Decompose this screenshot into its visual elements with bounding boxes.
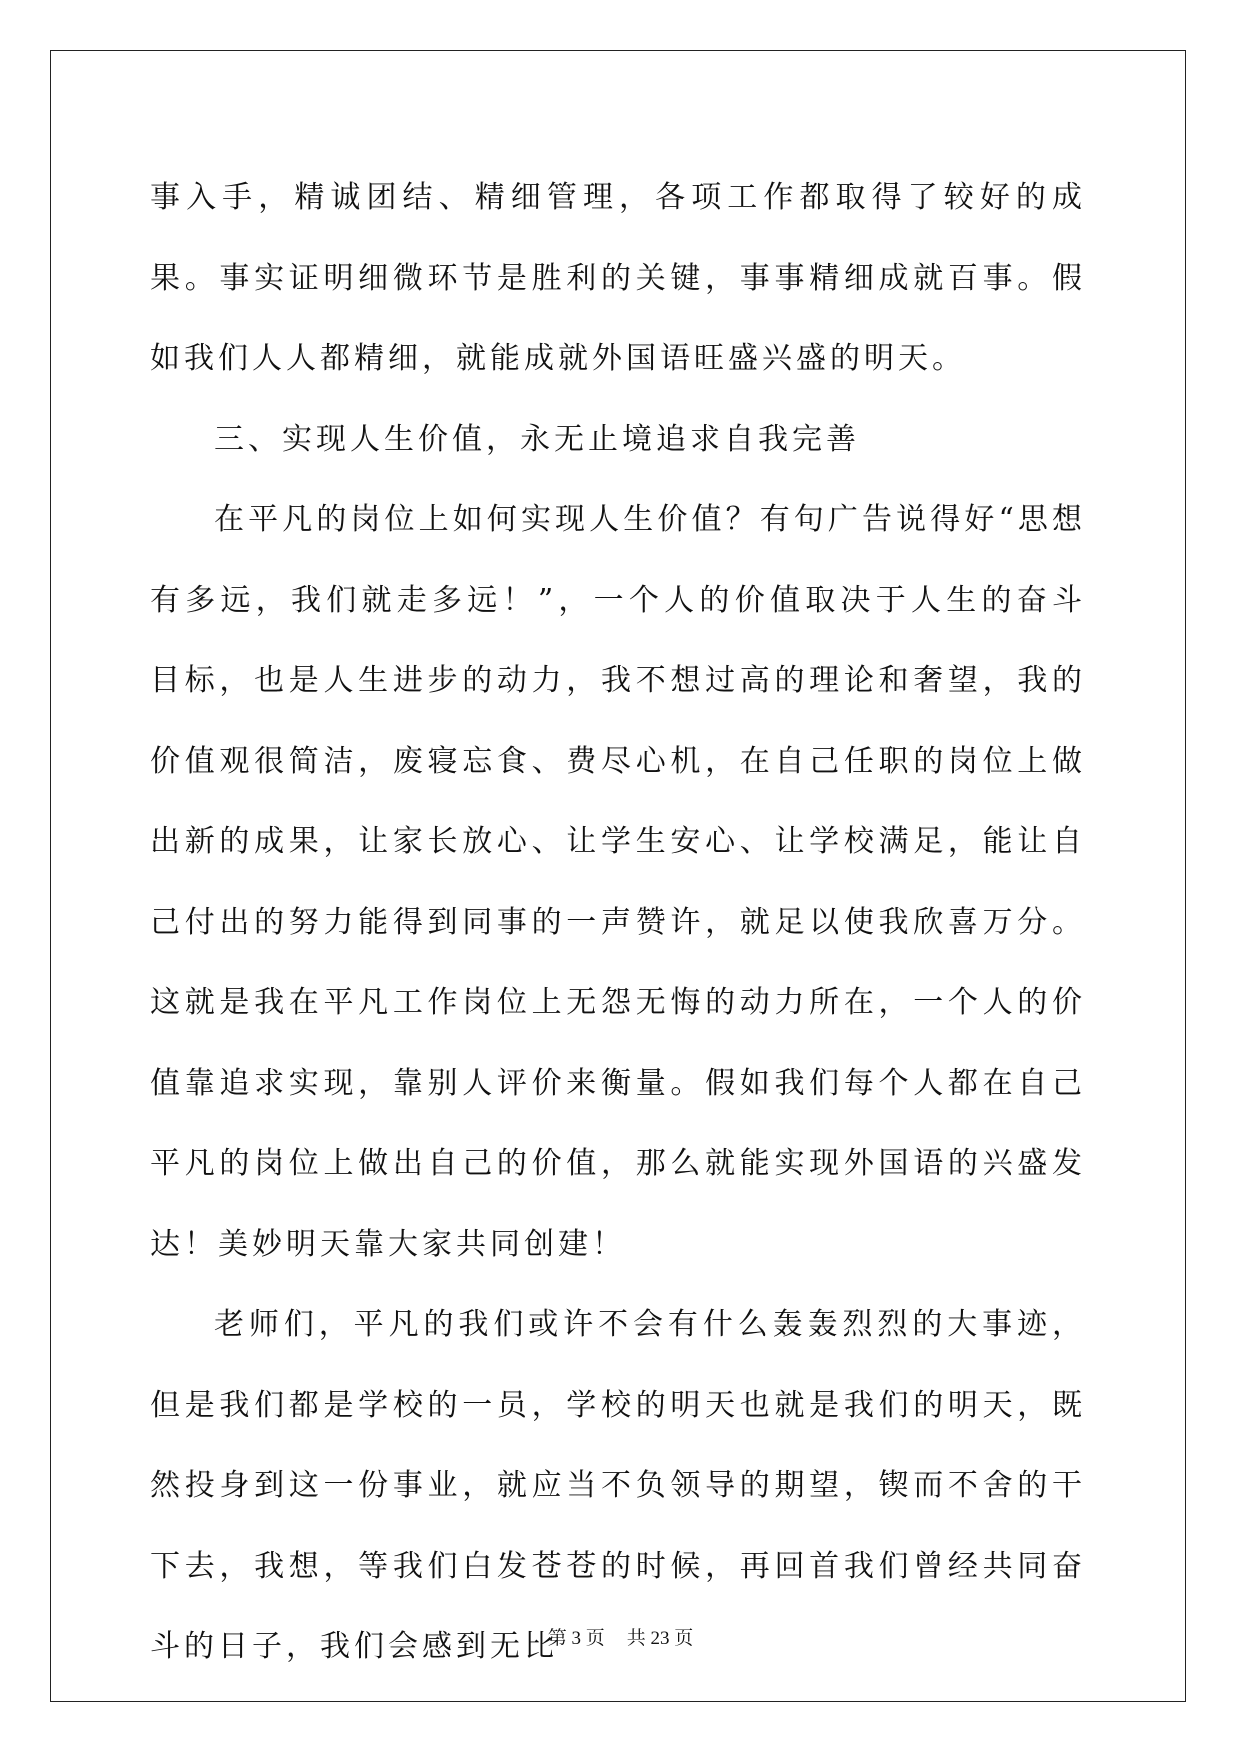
- page-number: 第 3 页: [547, 1628, 605, 1649]
- paragraph-1: 事入手，精诚团结、精细管理，各项工作都取得了较好的成果。事实证明细微环节是胜利的关键，事事精细成就百事。假如我们人人都精细，就能成就外国语旺盛兴盛的明天。: [150, 180, 1086, 376]
- page-footer: [0, 1627, 1241, 1651]
- paragraph-3: 老师们，平凡的我们或许不会有什么轰轰烈烈的大事迹，但是我们都是学校的一员，学校的明天也就是我们的明天，既然投身到这一份事业，就应当不负领导的期望，锲而不舍的干下去，我想，等我们白发苍苍的时候，再回首我们曾经共同奋斗的日子，我们会感到无比: [150, 1307, 1086, 1664]
- paragraph-2: 在平凡的岗位上如何实现人生价值？有句广告说得好“思想有多远，我们就走多远！”，一个人的价值取决于人生的奋斗目标，也是人生进步的动力，我不想过高的理论和奢望，我的价值观很简洁，废寝忘食、费尽心机，在自己任职的岗位上做出新的成果，让家长放心、让学生安心、让学校满足，能让自己付出的努力能得到同事的一声赞许，就足以使我欣喜万分。这就是我在平凡工作岗位上无怨无悔的动力所在，一个人的价值靠追求实现，靠别人评价来衡量。假如我们每个人都在自己平凡的岗位上做出自己的价值，那么就能实现外国语的兴盛发达！美妙明天靠大家共同创建！: [150, 502, 1086, 1262]
- page-total: 共 23 页: [626, 1628, 694, 1649]
- document-body: [150, 158, 1086, 1688]
- section-heading-3: 三、实现人生价值，永无止境追求自我完善: [214, 421, 860, 457]
